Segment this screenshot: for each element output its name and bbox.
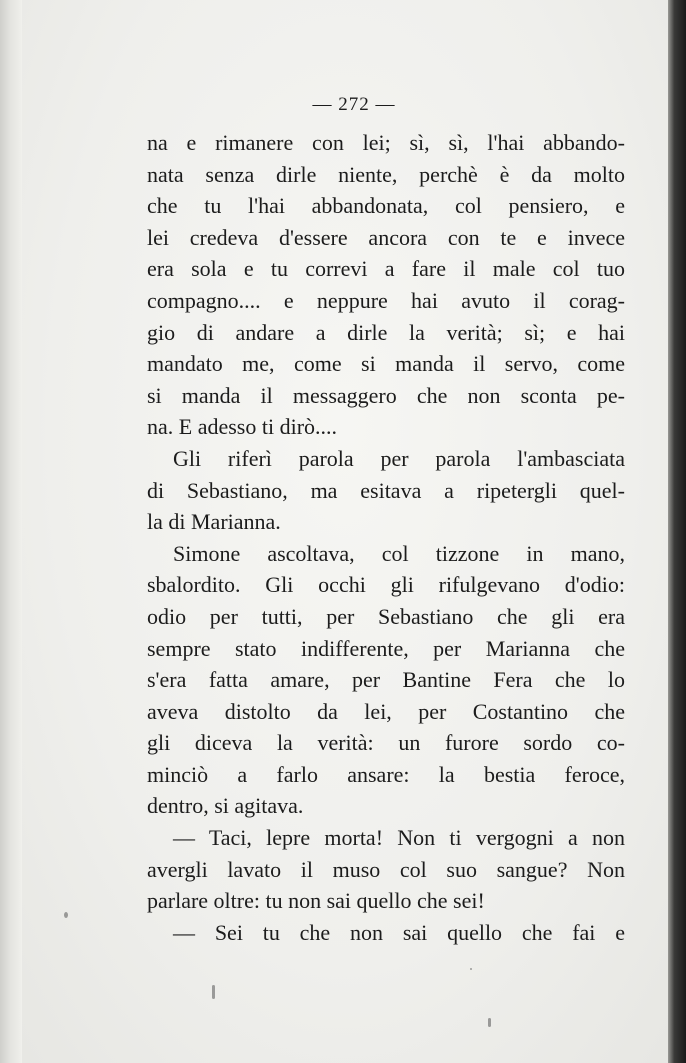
text-line: era sola e tu correvi a fare il male col tuo — [147, 256, 625, 282]
text-line: compagno.... e neppure hai avuto il corag- — [147, 287, 625, 313]
text-line: nata senza dirle niente, perchè è da molto — [147, 161, 625, 187]
text-line: odio per tutti, per Sebastiano che gli era — [147, 603, 625, 629]
text-line: avergli lavato il muso col suo sangue? Non — [147, 856, 625, 882]
text-line: lei credeva d'essere ancora con te e invece — [147, 224, 625, 250]
text-line: Simone ascoltava, col tizzone in mano, — [173, 540, 625, 566]
ink-speck — [212, 985, 215, 999]
text-line: la di Marianna. — [147, 509, 281, 535]
text-line: parlare oltre: tu non sai quello che sei! — [147, 888, 485, 914]
ink-speck — [488, 1018, 491, 1027]
text-line: sempre stato indifferente, per Marianna che — [147, 635, 625, 661]
text-line: gio di andare a dirle la verità; sì; e hai — [147, 319, 625, 345]
text-line: che tu l'hai abbandonata, col pensiero, e — [147, 193, 625, 219]
text-line: Gli riferì parola per parola l'ambasciata — [173, 445, 625, 471]
text-line: mandato me, come si manda il servo, come — [147, 351, 625, 377]
text-line: na. E adesso ti dirò.... — [147, 414, 338, 440]
text-line: aveva distolto da lei, per Costantino che — [147, 698, 625, 724]
ink-speck — [470, 968, 472, 970]
text-line: sbalordito. Gli occhi gli rifulgevano d'odio: — [147, 572, 625, 598]
body-text — [147, 127, 625, 948]
page-gutter-shadow — [0, 0, 22, 1063]
text-line: di Sebastiano, ma esitava a ripetergli quel- — [147, 477, 625, 503]
text-line: si manda il messaggero che non sconta pe- — [147, 382, 625, 408]
text-line: gli diceva la verità: un furore sordo co- — [147, 730, 625, 756]
text-line: dentro, si agitava. — [147, 793, 304, 819]
text-line: — Taci, lepre morta! Non ti vergogni a non — [173, 825, 625, 851]
text-line: s'era fatta amare, per Bantine Fera che lo — [147, 667, 625, 693]
text-line: minciò a farlo ansare: la bestia feroce, — [147, 761, 625, 787]
page-number: — 272 — — [312, 94, 396, 115]
text-line: na e rimanere con lei; sì, sì, l'hai abbando- — [147, 130, 625, 155]
text-line: — Sei tu che non sai quello che fai e — [173, 919, 625, 945]
page-edge-shadow — [668, 0, 686, 1063]
ink-speck — [64, 912, 68, 918]
